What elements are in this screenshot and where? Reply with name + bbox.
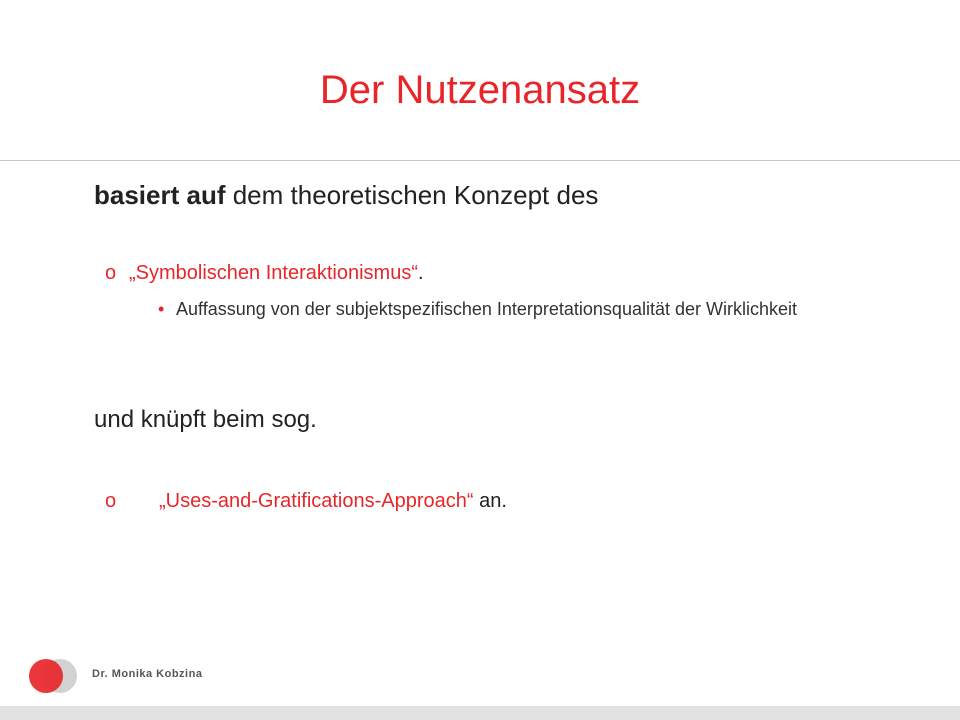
bullet-text: Auffassung von der subjektspezifischen Interpretationsqualität der Wirklichkeit bbox=[176, 299, 797, 319]
intro-rest: dem theoretischen Konzept des bbox=[225, 180, 599, 210]
sub-item-tail: an. bbox=[473, 490, 507, 512]
circle-marker-icon: o bbox=[105, 490, 117, 512]
bullet-item bbox=[158, 296, 878, 322]
bullet-dot-icon: • bbox=[158, 299, 165, 319]
sub-item-tail: . bbox=[418, 262, 424, 284]
title-divider bbox=[0, 160, 960, 161]
circle-marker-icon: o bbox=[105, 262, 117, 284]
footer-author: Dr. Monika Kobzina bbox=[92, 668, 203, 680]
sub-item-highlight: „Uses-and-Gratifications-Approach“ bbox=[159, 490, 474, 512]
logo-icon bbox=[28, 658, 80, 694]
sub-item-symbolic bbox=[105, 260, 424, 286]
sub-item-uses bbox=[105, 488, 507, 514]
second-line: und knüpft beim sog. bbox=[94, 406, 317, 433]
intro-line bbox=[94, 178, 598, 212]
sub-item-highlight: „Symbolischen Interaktionismus“ bbox=[129, 262, 418, 284]
bottom-bar bbox=[0, 706, 960, 720]
slide-title: Der Nutzenansatz bbox=[319, 68, 641, 112]
intro-bold: basiert auf bbox=[94, 180, 226, 210]
